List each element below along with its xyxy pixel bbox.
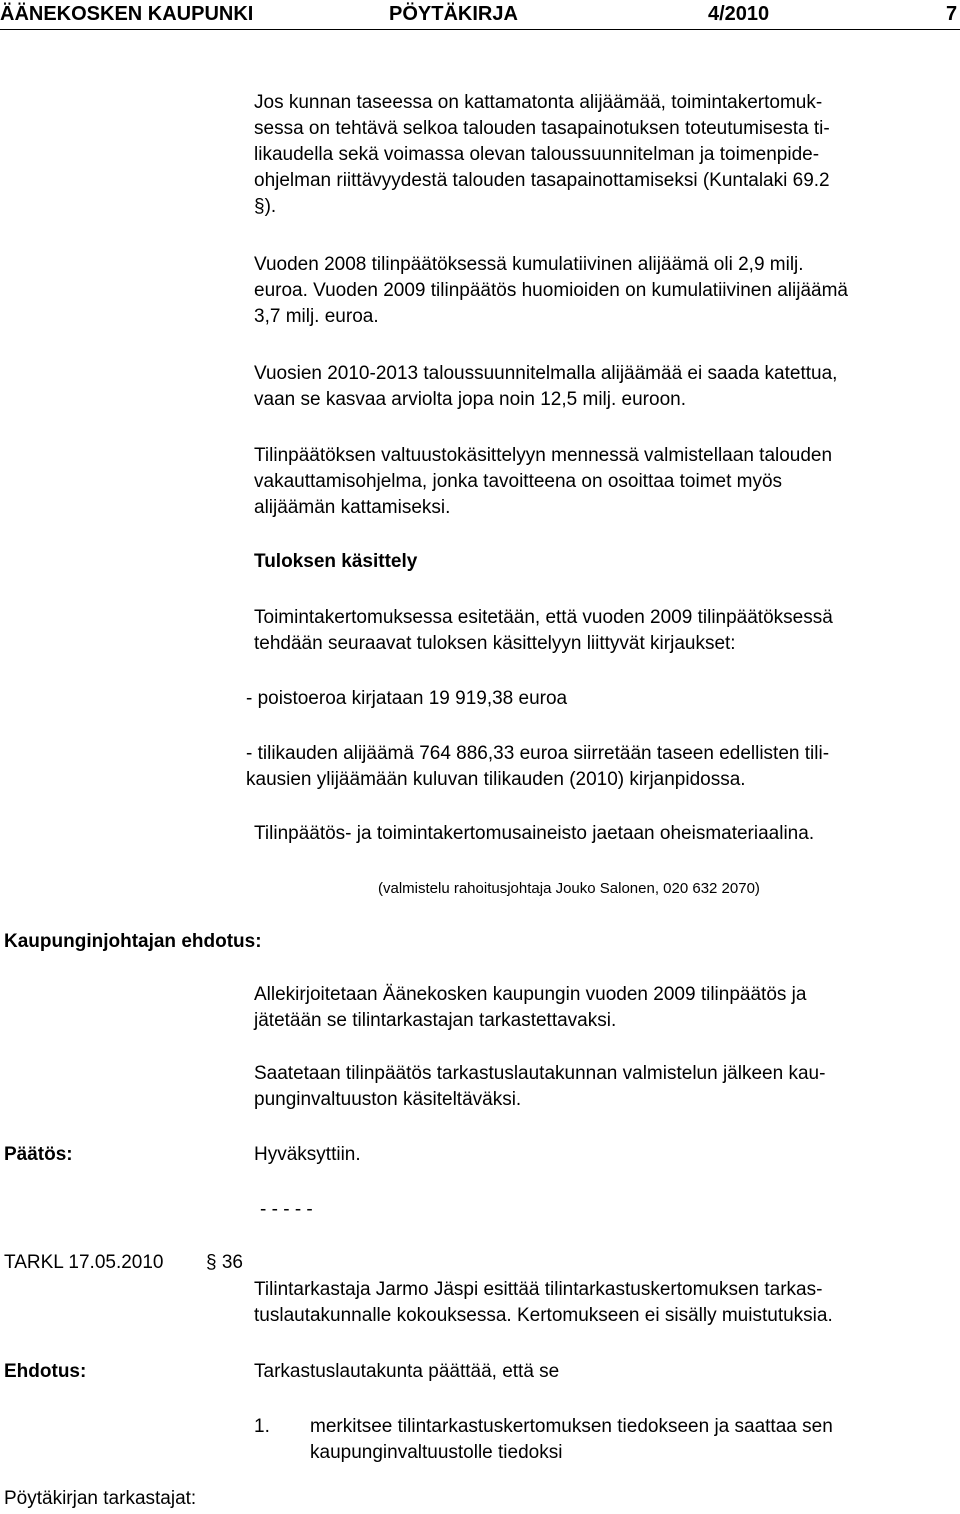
tarkl-line: tuslautakunnalle kokouksessa. Kertomukseen ei sisälly muistutuksia. (254, 1305, 833, 1326)
inspectors-label: Pöytäkirjan tarkastajat: (4, 1488, 197, 1509)
paragraph-line: Jos kunnan taseessa on kattamatonta alijäämää, toimintakertomuk- (254, 92, 823, 113)
motion-label: Ehdotus: (4, 1361, 87, 1382)
paragraph-line: likaudella sekä voimassa olevan taloussuunnitelman ja toimenpide- (254, 144, 820, 165)
paragraph-line: ohjelman riittävyydestä talouden tasapainottamiseksi (Kuntalaki 69.2 (254, 170, 830, 191)
proposal-line: Allekirjoitetaan Äänekosken kaupungin vuoden 2009 tilinpäätös ja (254, 984, 807, 1005)
section-number: § 36 (206, 1252, 243, 1273)
paragraph-line: §). (254, 196, 277, 217)
header-rule (0, 29, 960, 30)
paragraph-line: Vuosien 2010-2013 taloussuunnitelmalla alijäämää ei saada katettua, (254, 363, 838, 384)
preparer-note: (valmistelu rahoitusjohtaja Jouko Salonen, 020 632 2070) (378, 880, 760, 897)
motion-text: Tarkastuslautakunta päättää, että se (254, 1361, 560, 1382)
issue-number: 4/2010 (708, 3, 770, 25)
motion-item-number: 1. (254, 1416, 270, 1437)
document-type: PÖYTÄKIRJA (389, 3, 518, 25)
decision-text: Hyväksyttiin. (254, 1144, 361, 1165)
paragraph-line: vaan se kasvaa arviolta jopa noin 12,5 milj. euroon. (254, 389, 686, 410)
proposal-line: jätetään se tilintarkastajan tarkastettavaksi. (254, 1010, 617, 1031)
motion-item-line: merkitsee tilintarkastuskertomuksen tiedokseen ja saattaa sen (310, 1416, 833, 1437)
proposal-label: Kaupunginjohtajan ehdotus: (4, 931, 262, 952)
paragraph-line: Vuoden 2008 tilinpäätöksessä kumulatiivinen alijäämä oli 2,9 milj. (254, 254, 804, 275)
paragraph-line: Toimintakertomuksessa esitetään, että vuoden 2009 tilinpäätöksessä (254, 607, 833, 628)
org-name: ÄÄNEKOSKEN KAUPUNKI (0, 3, 254, 25)
paragraph-line: sessa on tehtävä selkoa talouden tasapainotuksen toteutumisesta ti- (254, 118, 830, 139)
list-item: kausien ylijäämään kuluvan tilikauden (2010) kirjanpidossa. (246, 769, 746, 790)
page-number: 7 (946, 3, 958, 25)
tarkl-line: Tilintarkastaja Jarmo Jäspi esittää tilintarkastuskertomuksen tarkas- (254, 1279, 823, 1300)
meeting-reference: TARKL 17.05.2010 (4, 1252, 164, 1273)
paragraph-line: alijäämän kattamiseksi. (254, 497, 451, 518)
proposal-line: punginvaltuuston käsiteltäväksi. (254, 1089, 522, 1110)
list-item: - poistoeroa kirjataan 19 919,38 euroa (246, 688, 568, 709)
decision-label: Päätös: (4, 1144, 73, 1165)
paragraph-line: vakauttamisohjelma, jonka tavoitteena on osoittaa toimet myös (254, 471, 783, 492)
paragraph-line: tehdään seuraavat tuloksen käsittelyyn liittyvät kirjaukset: (254, 633, 736, 654)
list-item: - tilikauden alijäämä 764 886,33 euroa siirretään taseen edellisten tili- (246, 743, 830, 764)
paragraph-line: 3,7 milj. euroa. (254, 306, 379, 327)
proposal-line: Saatetaan tilinpäätös tarkastuslautakunnan valmistelun jälkeen kau- (254, 1063, 826, 1084)
motion-item-line: kaupunginvaltuustolle tiedoksi (310, 1442, 563, 1463)
separator: - - - - - (260, 1199, 313, 1220)
paragraph-line: Tilinpäätöksen valtuustokäsittelyyn mennessä valmistellaan talouden (254, 445, 833, 466)
section-heading: Tuloksen käsittely (254, 551, 418, 572)
paragraph-line: euroa. Vuoden 2009 tilinpäätös huomioiden on kumulatiivinen alijäämä (254, 280, 848, 301)
paragraph-line: Tilinpäätös- ja toimintakertomusaineisto jaetaan oheismateriaalina. (254, 823, 815, 844)
